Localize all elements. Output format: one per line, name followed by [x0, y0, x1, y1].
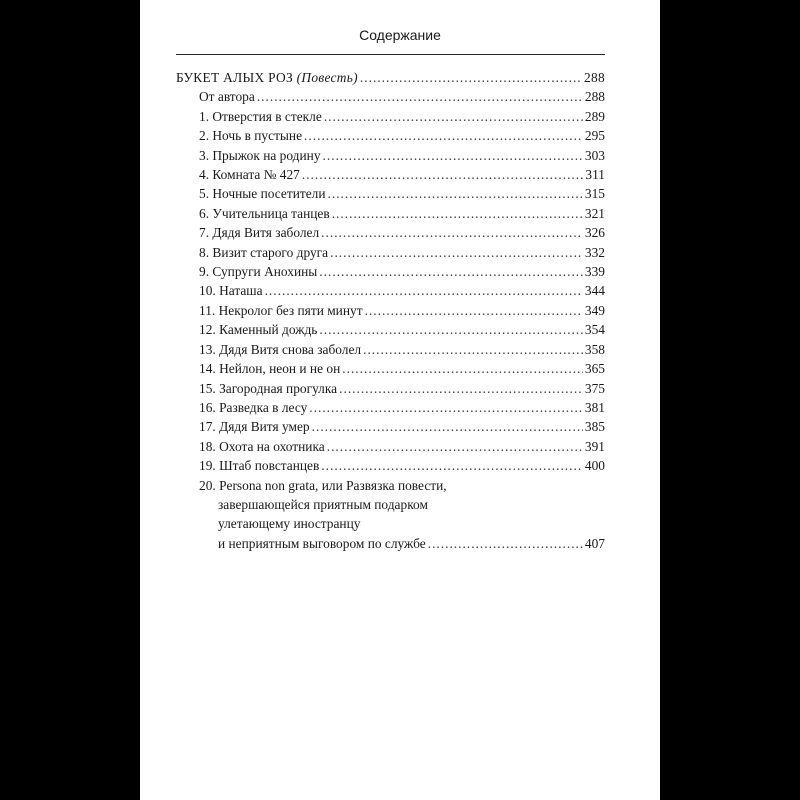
toc-entry-title: 12. Каменный дождь	[199, 322, 318, 338]
toc-entry-list	[176, 87, 605, 475]
toc-page-number: 326	[584, 225, 605, 241]
page-title: Содержание	[359, 27, 441, 43]
toc-entry[interactable]	[176, 184, 605, 203]
toc-entry[interactable]	[176, 146, 605, 165]
toc-entry[interactable]	[176, 223, 605, 242]
toc-entry[interactable]	[176, 107, 605, 126]
toc-entry[interactable]	[176, 243, 605, 262]
toc-entry-title: 15. Загородная прогулка	[199, 380, 338, 396]
table-of-contents	[176, 68, 605, 553]
toc-entry[interactable]	[176, 320, 605, 339]
dot-leader	[321, 456, 583, 475]
toc-entry[interactable]	[176, 456, 605, 475]
header-divider	[176, 54, 605, 55]
dot-leader	[327, 437, 583, 456]
toc-entry-title: 2. Ночь в пустыне	[199, 128, 303, 144]
toc-entry-title: 17. Дядя Витя умер	[199, 419, 310, 435]
toc-page-number: 339	[584, 264, 605, 280]
dot-leader	[339, 379, 583, 398]
toc-entry[interactable]	[176, 87, 605, 106]
dot-leader	[265, 281, 583, 300]
dot-leader	[428, 534, 583, 553]
toc-page-number: 391	[584, 438, 605, 454]
toc-entry[interactable]	[176, 398, 605, 417]
toc-page-number: 288	[584, 70, 605, 85]
toc-entry-title: 18. Охота на охотника	[199, 438, 325, 454]
toc-entry-title: 13. Дядя Витя снова заболел	[199, 341, 362, 357]
toc-main-entry[interactable]	[176, 68, 605, 87]
dot-leader	[302, 165, 584, 184]
dot-leader	[323, 146, 583, 165]
toc-entry-line: завершающейся приятным подарком	[218, 496, 428, 512]
toc-entry-title: 3. Прыжок на родину	[199, 147, 321, 163]
toc-page-number: 321	[584, 205, 605, 221]
toc-entry-title: 11. Некролог без пяти минут	[199, 302, 363, 318]
dot-leader	[342, 359, 583, 378]
toc-entry[interactable]	[176, 301, 605, 320]
toc-entry-title: 6. Учительница танцев	[199, 205, 330, 221]
toc-entry[interactable]	[176, 126, 605, 145]
toc-page-number: 349	[584, 302, 605, 318]
toc-page-number: 407	[584, 535, 605, 551]
toc-page-number: 400	[584, 458, 605, 474]
toc-entry-line: 20. Persona non grata, или Развязка повести,	[199, 477, 447, 493]
toc-entry-title: 10. Наташа	[199, 283, 263, 299]
toc-page-number: 344	[584, 283, 605, 299]
toc-entry-title: 8. Визит старого друга	[199, 244, 329, 260]
toc-entry-line: и неприятным выговором по службе	[218, 535, 426, 551]
toc-entry[interactable]	[176, 204, 605, 223]
dot-leader	[321, 223, 583, 242]
toc-page-number: 315	[584, 186, 605, 202]
dot-leader	[257, 87, 583, 106]
toc-entry-multiline[interactable]	[176, 476, 605, 554]
dot-leader	[330, 243, 583, 262]
toc-entry-title: 4. Комната № 427	[199, 167, 300, 183]
toc-entry[interactable]	[176, 281, 605, 300]
dot-leader	[363, 340, 583, 359]
toc-page-number: 332	[584, 244, 605, 260]
toc-entry-title: 19. Штаб повстанцев	[199, 458, 320, 474]
toc-page-number: 311	[585, 167, 605, 183]
toc-page-number: 375	[584, 380, 605, 396]
toc-entry-last-line	[176, 534, 605, 553]
toc-main-title: БУКЕТ АЛЫХ РОЗ	[176, 70, 293, 85]
toc-entry-title: От автора	[199, 89, 255, 105]
toc-entry[interactable]	[176, 165, 605, 184]
dot-leader	[312, 417, 583, 436]
dot-leader	[309, 398, 583, 417]
dot-leader	[319, 320, 583, 339]
book-page	[140, 0, 660, 800]
toc-entry-title: 1. Отверстия в стекле	[199, 108, 322, 124]
dot-leader	[360, 68, 582, 87]
dot-leader	[328, 184, 583, 203]
toc-entry[interactable]	[176, 340, 605, 359]
toc-entry-title: 16. Разведка в лесу	[199, 399, 308, 415]
toc-entry[interactable]	[176, 379, 605, 398]
toc-entry[interactable]	[176, 417, 605, 436]
toc-page-number: 288	[584, 89, 605, 105]
dot-leader	[319, 262, 583, 281]
toc-page-number: 354	[584, 322, 605, 338]
toc-page-number: 365	[584, 361, 605, 377]
toc-entry-title: 14. Нейлон, неон и не он	[199, 361, 341, 377]
dot-leader	[304, 126, 583, 145]
toc-page-number: 303	[584, 147, 605, 163]
dot-leader	[365, 301, 583, 320]
toc-page-number: 381	[584, 399, 605, 415]
toc-page-number: 385	[584, 419, 605, 435]
toc-main-subtitle: (Повесть)	[296, 70, 358, 85]
toc-entry-title: 5. Ночные посетители	[199, 186, 326, 202]
dot-leader	[324, 107, 583, 126]
toc-entry-line: улетающему иностранцу	[218, 516, 361, 532]
toc-page-number: 295	[584, 128, 605, 144]
toc-entry-title: 7. Дядя Витя заболел	[199, 225, 320, 241]
toc-entry[interactable]	[176, 437, 605, 456]
dot-leader	[332, 204, 583, 223]
toc-page-number: 289	[584, 108, 605, 124]
toc-entry-title: 9. Супруги Анохины	[199, 264, 318, 280]
toc-entry[interactable]	[176, 262, 605, 281]
toc-page-number: 358	[584, 341, 605, 357]
toc-entry[interactable]	[176, 359, 605, 378]
